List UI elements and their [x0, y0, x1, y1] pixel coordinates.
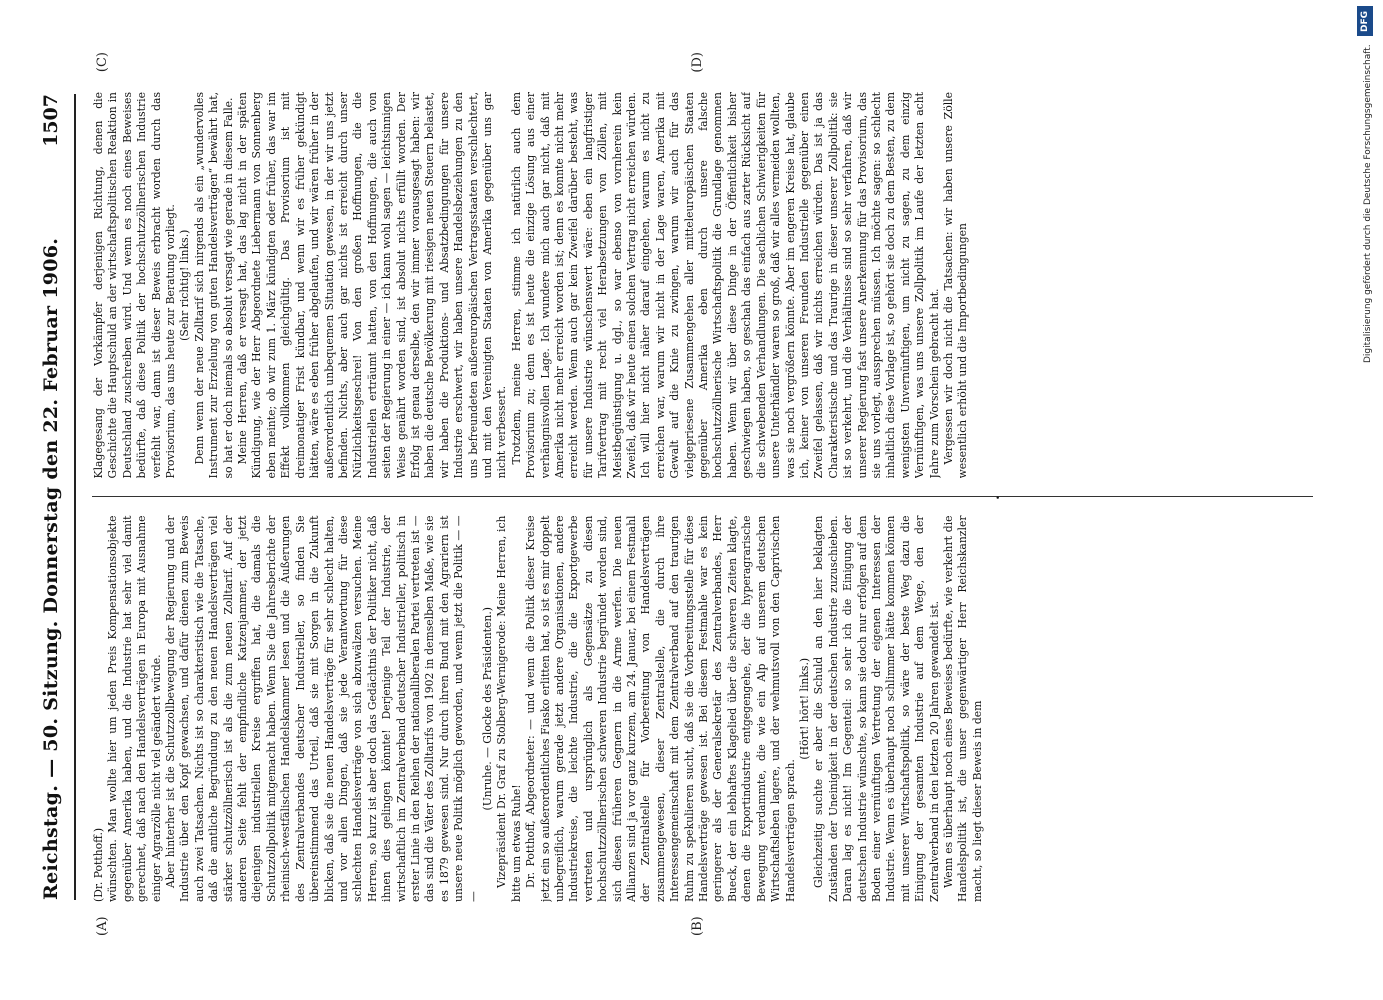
paragraph: Meine Herren, daß er versagt hat, das lag nicht in der späten Kündigung, wie der Herr Abgeordnete Liebermann von Sonnenberg eben meinte; ob wir zum 1. März kündigten oder früher, das war im Effekt vollkommen gleichgültig. Das Provisorium ist mit dreimonatiger Frist kündbar, und wenn wir es früher gekündigt hätten, wäre es eben früher abgelaufen, und wir wären früher in der außerordentlich unbequemen Situation gewesen, in der wir uns jetzt befinden. Nichts, aber auch gar nichts ist erreicht durch unser Nützlichkeitsgeschrei! Von den großen Hoffnungen, die die Industriellen erträumt hatten, von den Hoffnungen, die auch von seiten der Regierung in einer — ich kann wohl sagen — leichtsinnigen Weise genährt worden sind, ist absolut nichts erfüllt worden. Der Erfolg ist genau derselbe, den wir immer vorausgesagt haben: wir haben die deutsche Bevölkerung mit riesigen neuen Steuern belastet, wir haben die Produktions- und Absatzbedingungen für unsere Industrie erschwert, wir haben unsere Handelsbeziehungen zu den uns befreundeten außereuropäischen Vertragsstaaten verschlechtert, und mit den Vereinigten Staaten von Amerika gegenüber uns gar nicht verbessert. [236, 92, 509, 479]
dfg-logo: DFG [1357, 6, 1373, 36]
page-number: 1507 [40, 94, 62, 147]
ink-dot: • [994, 495, 1003, 500]
paragraph: wünschten. Man wollte hier um jeden Preis Kompensationsobjekte gegenüber Amerika haben, und die Industrie hat sehr viel damit gerechnet, daß nach den Handelsverträgen in Europa mit Ausnahme einiger Agrarzölle nicht viel geändert würde. [106, 515, 163, 902]
paragraph: Denn wenn der neue Zolltarif sich nirgends als ein „wundervolles Instrument zur Erzielung von guten Handelsverträgen“ bewährt hat, so hat er doch niemals so absolut versagt wie gerade in diesem Falle. [192, 92, 235, 479]
paragraph: Klagegesang der Vorkämpfer derjenigen Richtung, denen die Geschichte die Hauptschuld an der wirtschaftspolitischen Reaktion in Deutschland zuschreiben wird. Und wenn es noch eines Beweises bedürfte, daß diese Politik der hochschutzzöllnerischen Industrie verfehlt war, dann ist dieser Beweis erbracht worden durch das Provisorium, das uns heute zur Beratung vorliegt. [92, 92, 178, 479]
column-divider [92, 497, 1313, 498]
margin-sigil-b: (B) [690, 916, 705, 936]
paragraph: Aber hinterher ist die Schutzzollbewegung der Regierung und der Industrie über den Kopf gewachsen, und dafür dienen zum Beweis auch zwei Tatsachen. Nichts ist so charakteristisch wie die Tatsache, daß die amtliche Begründung zu den neuen Handelsverträgen viel stärker schutzzöllnerisch ist als die zum neuen Zolltarif. Auf der anderen Seite fehlt der empfindliche Katzenjammer, der jetzt diejenigen industriellen Kreise ergriffen hat, die damals die Schutzzollpolitik mitgemacht haben. Wenn Sie die Jahresberichte der rheinisch-westfälischen Handelskammer lesen und die Äußerungen des Zentralverbandes deutscher Industrieller, so finden Sie übereinstimmend das Urteil, daß sie mit Sorgen in die Zukunft blicken, daß sie die neuen Handelsverträge für sehr schlecht halten, und vor allen Dingen, daß sie jede Verantwortung für diese schlechten Handelsverträge von sich abzuwälzen versuchen. Meine Herren, so kurz ist aber doch das Gedächtnis der Politiker nicht, daß ihnen dies gelingen könnte! Derjenige Teil der Industrie, der wirtschaftlich im Zentralverband deutscher Industrieller, politisch in erster Linie in den Reihen der nationalliberalen Partei vertreten ist — das sind die Väter des Zolltarifs von 1902 in demselben Maße, wie sie es 1879 gewesen sind. Nur durch ihren Bund mit den Agrariern ist unsere neue Politik möglich geworden, und wenn jetzt die Politik — — — [164, 515, 480, 902]
interjection: (Unruhe. — Glocke des Präsidenten.) [480, 606, 494, 811]
speaker-label: (Dr. Potthoff.) [92, 827, 105, 902]
header-rule [74, 94, 76, 900]
paragraph: Wenn es überhaupt noch eines Beweises bedürfte, wie verkehrt die Handelspolitik ist, die unser gegenwärtiger Herr Reichskanzler macht, so liegt dieser Beweis in dem [941, 515, 984, 902]
paragraph: Vergessen wir doch nicht die Tatsachen: wir haben unsere Zölle wesentlich erhöht und die Importbedingungen [941, 92, 970, 479]
paragraph: Dr. Potthoff, Abgeordneter: — und wenn die Politik dieser Kreise jetzt ein so außerordentliches Fiasko erlitten hat, so ist es mir doppelt unbegreiflich, warum gerade jetzt andere Organisationen, andere Industriekreise, die leichte Industrie, die die Exportgewerbe vertreten und ursprünglich als Gegensätze zu diesen hochschutzzöllnerischen schweren Industrie begründet worden sind, sich diesen früheren Gegnern in die Arme werfen. Die neuen Allianzen sind ja vor ganz kurzem, am 24. Januar, bei einem Festmahl der Zentralstelle für Vorbereitung von Handelsverträgen zusammengewesen, dieser Zentralstelle, die durch ihre Interessengemeinschaft mit dem Zentralverband auf den traurigen Ruhm zu spekulieren sucht, daß sie die Vorbereitungsstelle für diese Handelsverträge gewesen ist. Bei diesem Festmahle war es kein geringerer als der Generalsekretär des Zentralverbandes, Herr Bueck, der ein lebhaftes Klagelied über die schweren Zeiten klagte, denen die Exportindustrie entgegengehe, der die hyperagrarische Bewegung verdammte, die wie ein Alp auf unserem deutschen Wirtschaftsleben lagere, und der wehmutsvoll von den Caprivischen Handelsverträgen sprach. [524, 515, 797, 902]
digitization-credit [1349, 0, 1379, 1000]
margin-sigil-d: (D) [690, 52, 705, 73]
paragraph: Gleichzeitig suchte er aber die Schuld an den hier beklagten Zuständen der Uneinigkeit in der deutschen Industrie zuzuschieben. Daran lag es nicht! Im Gegenteil: so sehr ich die Einigung der deutschen Industrie wünschte, so kann sie doch nur erfolgen auf dem Boden einer vernünftigen Vertretung der eigenen Interessen der Industrie. Wenn es überhaupt noch schlimmer hätte kommen können mit unserer Wirtschaftspolitik, so wäre der beste Weg dazu die Einigung der gesamten Industrie auf dem Wege, den der Zentralverband in den letzten 20 Jahren gewandelt ist. [812, 515, 941, 902]
running-head [40, 42, 72, 958]
left-column [92, 516, 1313, 903]
text-columns [92, 92, 1313, 902]
running-head-title: Reichstag. — 50. Sitzung. Donnerstag den 22. Februar 1906. [40, 237, 62, 900]
paragraph: Trotzdem, meine Herren, stimme ich natürlich auch dem Provisorium zu; denn es ist heute die einzige Lösung aus einer verhängnisvollen Lage. Ich wundere mich auch gar nicht, daß mit Amerika nicht mehr erreicht worden ist; denn es konnte nicht mehr erreicht werden. Wenn auch gar kein Zweifel darüber besteht, was für unsere Industrie wünschenswert wäre: eben ein langfristiger Tarifvertrag mit recht viel Herabsetzungen von Zöllen, mit Meistbegünstigung u. dgl., so war ebenso von vornherein kein Zweifel, daß wir heute einen solchen Vertrag nicht erreichen würden. Ich will hier nicht näher darauf eingehen, warum es nicht zu erreichen war, warum wir nicht in der Lage waren, Amerika mit Gewalt auf die Knie zu zwingen, warum wir auch für das vielgepriesene Zusammengehen aller mitteleuropäischen Staaten gegenüber Amerika eben durch unsere falsche hochschutzzöllnerische Wirtschaftspolitik die Grundlage genommen haben. Wenn wir über diese Dinge in der Öffentlichkeit bisher geschwiegen haben, so geschah das einfach aus zarter Rücksicht auf die schwebenden Verhandlungen. Die sachlichen Schwierigkeiten für unsere Unterhändler waren so groß, daß wir alles vermeiden wollten, was sie noch vergrößern könnte. Aber im engeren Kreise hat, glaube ich, keiner von unseren Freunden Industrielle gegenüber einen Zweifel gelassen, daß wir nichts erreichen würden. Das ist ja das Charakteristische und das Traurige in dieser unserer Zollpolitik: sie ist so verkehrt, und die Verhältnisse sind so sehr verfahren, daß wir unserer Regierung fast unsere Anerkennung für das Provisorium, das sie uns vorlegt, aussprechen müssen. Ich möchte sagen: so schlecht inhaltlich diese Vorlage ist, so gehört sie doch zu dem Besten, zu dem wenigsten Unvernünftigen, um nicht zu sagen, zu dem einzig Vernünftigen, was uns unsere Zollpolitik im Laufe der letzten acht Jahre zum Vorschein gebracht hat. [509, 92, 941, 479]
right-column [92, 92, 1313, 479]
interjection: (Sehr richtig! links.) [178, 229, 192, 341]
paragraph: Vizepräsident Dr. Graf zu Stolberg-Wernigerode: Meine Herren, ich bitte um etwas Ruhe! [495, 515, 523, 902]
dfg-credit-text: Digitalisierung gefördert durch die Deutsche Forschungsgemeinschaft. [1363, 44, 1373, 363]
interjection: (Hört! hört! links.) [797, 657, 811, 760]
margin-sigil-c: (C) [95, 52, 110, 73]
margin-sigil-a: (A) [95, 916, 110, 936]
